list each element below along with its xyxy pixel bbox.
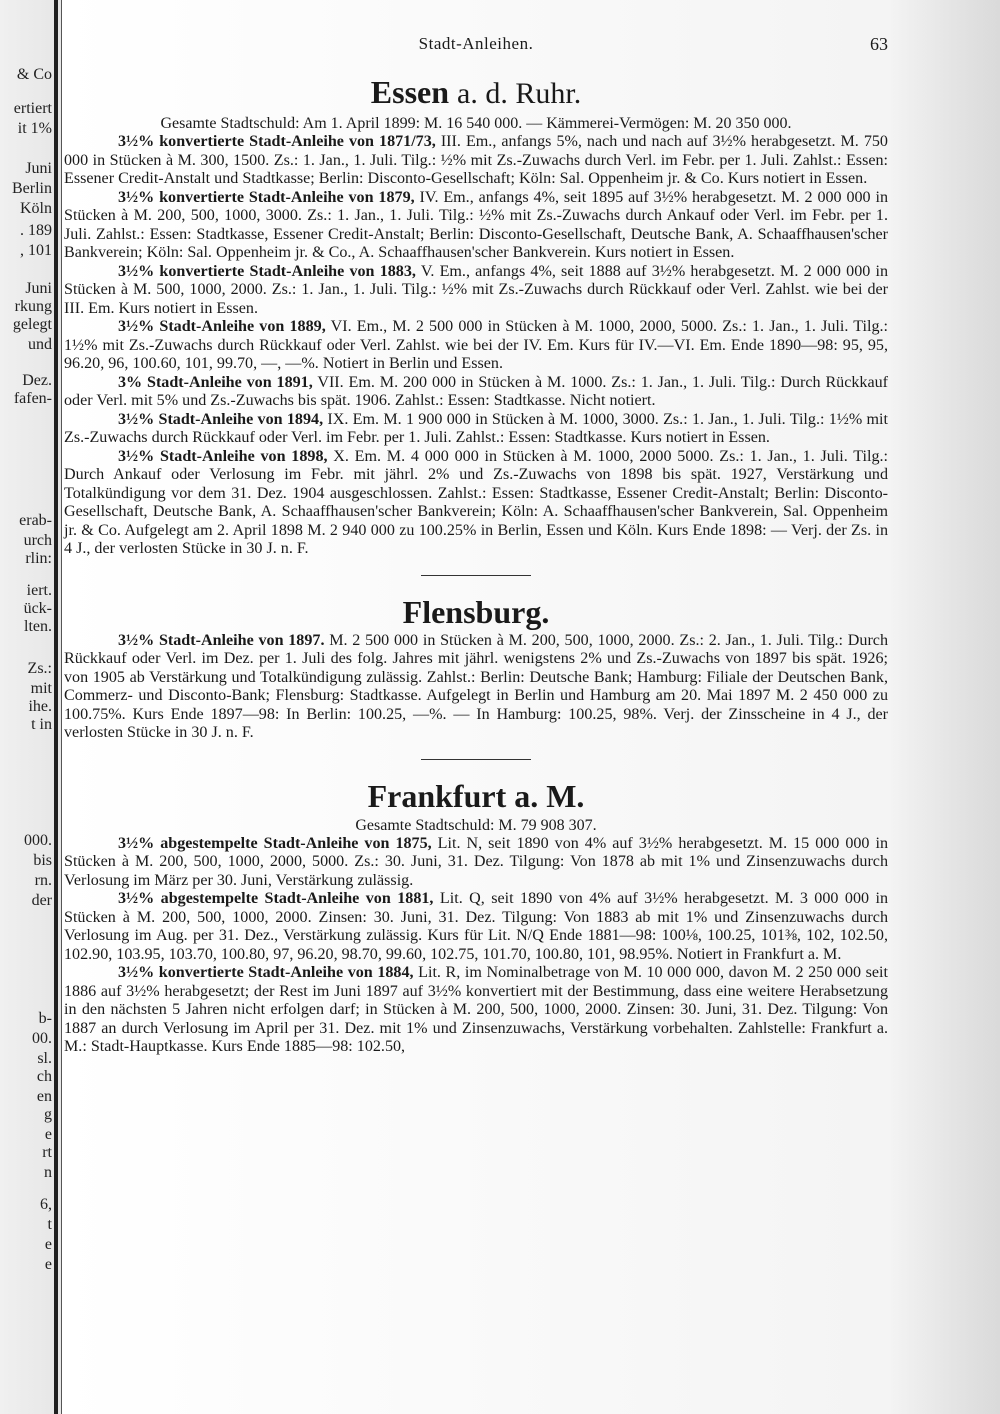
bond-description: V. Em., anfangs 4%, seit 1888 auf 3½% herabgesetzt. M. 2 000 000 in Stücken à M. 500, 1000, 2000. Zs.: 1. Jan., 1. Juli. Tilg.: ½% mit Zs.-Zuwachs durch Rückkauf oder Verl. Zahlst. wie bei der III. Em. Kurs notiert in Essen. bbox=[64, 262, 888, 317]
city-name: Essen bbox=[370, 74, 450, 110]
bond-heading: 3½% abgestempelte Stadt-Anleihe von 1875, bbox=[118, 834, 432, 852]
margin-fragment: mit bbox=[30, 680, 52, 697]
margin-fragment: erab- bbox=[19, 512, 52, 529]
margin-fragment: und bbox=[28, 336, 52, 353]
city-heading bbox=[64, 72, 888, 114]
margin-fragment: gelegt bbox=[12, 316, 52, 333]
margin-fragment: e bbox=[44, 1236, 52, 1253]
bond-entry bbox=[64, 318, 888, 374]
bond-entry bbox=[64, 632, 888, 743]
margin-fragment: t in bbox=[31, 716, 52, 733]
margin-fragment: Köln bbox=[20, 200, 52, 217]
margin-fragment: 6, bbox=[40, 1196, 52, 1213]
margin-fragment: sl. bbox=[37, 1050, 52, 1067]
margin-fragment: Dez. bbox=[22, 372, 52, 389]
margin-fragment: fafen- bbox=[13, 390, 52, 407]
bond-heading: 3½% abgestempelte Stadt-Anleihe von 1881, bbox=[118, 890, 434, 907]
margin-fragment: & Co bbox=[16, 66, 52, 83]
section-essen bbox=[64, 72, 888, 559]
bond-description: VI. Em., M. 2 500 000 in Stücken à M. 1000, 2000, 5000. Zs.: 1. Jan., 1. Juli. Tilg.: 1½% mit Zs.-Zuwachs durch Rückkauf oder Verl. Zahlst. wie bei der IV. Em. Kurs für IV.—VI. Em. Ende 1890—98: 95, 95, 96.20, 96, 100.60, 101, 99.70, —, —%. Notiert in Berlin und Essen. bbox=[64, 318, 888, 372]
bond-description: Lit. Q, seit 1890 von 4% auf 3½% herabgesetzt. M. 3 000 000 in Stücken à M. 200, 500, 1000, 2000. Zinsen: 30. Juni, 31. Dez. Tilgung: Von 1883 ab mit 1% und Zinsenzuwachs durch Verlosung im Aug. per 31. Dez., Verstärkung zulässig. Kurs für Lit. N/Q Ende 1881—98: 100⅛, 100.25, 101⅜, 102, 102.50, 102.90, 103.95, 103.70, 100.80, 97, 96.20, 98.70, 99.60, 102.75, 101.70, 100.80, 101, 98.95%. Notiert in Frankfurt a. M. bbox=[64, 890, 889, 963]
bond-heading: 3½% Stadt-Anleihe von 1897. bbox=[118, 631, 325, 649]
margin-fragment: iert. bbox=[26, 582, 52, 599]
bond-entry bbox=[64, 890, 888, 964]
page-number: 63 bbox=[870, 34, 888, 54]
margin-fragment: lten. bbox=[24, 618, 52, 635]
margin-fragment: bis bbox=[33, 852, 52, 869]
margin-fragment: urch bbox=[23, 532, 52, 549]
margin-fragment: rlin: bbox=[25, 550, 52, 567]
margin-fragment: , 101 bbox=[20, 242, 52, 259]
city-heading bbox=[64, 776, 888, 816]
margin-fragment: der bbox=[31, 892, 52, 909]
bond-description: IV. Em., anfangs 4%, seit 1895 auf 3½% herabgesetzt. M. 2 000 000 in Stücken à M. 200, 500, 1000, 3000. Zs.: 1. Jan., 1. Juli. Tilg.: ½% mit Zs.-Zuwachs durch Ankauf oder Verl. im Febr. per 1. Juli. Zahlst.: Essen: Stadtkasse, Essener Credit-Anstalt; Berlin: Disconto-Gesellschaft, Deutsche Bank, A. Schaaffhausen'scher Bankverein; Köln: Sal. Oppenheim jr. & Co., A. Schaaffhausen'scher Bankverein. Kurs notiert in Essen. bbox=[64, 188, 888, 261]
margin-fragment: rkung bbox=[14, 298, 52, 315]
total-debt-line: Gesamte Stadtschuld: Am 1. April 1899: M. 16 540 000. — Kämmerei-Vermögen: M. 20 350 000. bbox=[160, 115, 792, 132]
section-divider bbox=[421, 759, 531, 760]
city-name: Frankfurt a. M. bbox=[367, 777, 585, 814]
running-header bbox=[64, 26, 888, 62]
bond-heading: 3½% Stadt-Anleihe von 1889, bbox=[118, 318, 326, 335]
bond-description: Lit. R, im Nominalbetrage von M. 10 000 000, davon M. 2 250 000 seit 1886 auf 3½% herabgesetzt; der Rest im Juni 1897 auf 3½% konvertiert mit der Bestimmung, dass eine weitere Herabsetzung in den nächsten 5 Jahren nicht erfolgen darf; in Stücken à M. 200, 500, 1000, 2000. Zinsen: 30. Juni, 31. Dez. Tilgung: Von 1887 an durch Verlosung im April per 31. Dez. mit 1% und Zinsenzuwachs, Verstärkung vorbehalten. Zahlstelle: Frankfurt a. M.: Stadt-Hauptkasse. Kurs Ende 1885—98: 102.50, bbox=[64, 964, 888, 1055]
margin-fragment: ück- bbox=[23, 600, 52, 617]
bond-heading: 3½% Stadt-Anleihe von 1898, bbox=[118, 447, 328, 465]
bond-description: VII. Em. M. 200 000 in Stücken à M. 1000. Zs.: 1. Jan., 1. Juli. Tilg.: Durch Rückkauf oder Verl. mit 5% und Zs.-Zuwachs bis spät. 1906. Zahlst.: Essen: Stadtkasse. Nicht notiert. bbox=[64, 373, 889, 409]
bond-description: Lit. N, seit 1890 von 4% auf 3½% herabgesetzt. M. 15 000 000 in Stücken à M. 200, 500, 1000, 2000, 5000. Zs.: 30. Juni, 31. Dez. Tilgung: Von 1878 ab mit 1% und Zinsenzuwachs durch Verlosung im März per 30. Juni, Verstärkung zulässig. bbox=[64, 834, 888, 889]
bond-entry bbox=[64, 133, 888, 189]
bond-heading: 3½% konvertierte Stadt-Anleihe von 1871/73, bbox=[118, 133, 436, 150]
margin-fragment: t bbox=[47, 1216, 52, 1233]
margin-fragment: g bbox=[44, 1106, 52, 1123]
margin-fragment: b- bbox=[38, 1010, 52, 1027]
bond-description: X. Em. M. 4 000 000 in Stücken à M. 1000, 2000 5000. Zs.: 1. Jan., 1. Juli. Tilg.: Durch Ankauf oder Verlosung im Febr. mit jährl. 2% und Zs.-Zuwachs von 1898 bis spät. 1927, Verstärkung und Totalkündigung vor dem 31. Dez. 1904 ausgeschlossen. Zahlst.: Essen: Stadtkasse, Essener Credit-Anstalt; Berlin: Disconto-Gesellschaft, Deutsche Bank, A. Schaaffhausen'scher Bankverein; Köln: A. Schaaffhausen'scher Bankverein, Sal. Oppenheim jr. & Co. Aufgelegt am 2. April 1898 M. 2 940 000 zu 100.25% in Berlin, Essen und Köln. Kurs Ende 1898: — Verj. der Zs. in 4 J., der verlosten Stücke in 30 J. n. F. bbox=[64, 447, 888, 557]
document-page bbox=[64, 26, 888, 1057]
section-frankfurt bbox=[64, 776, 888, 1057]
bond-description: III. Em., anfangs 5%, nach und nach auf 3½% herabgesetzt. M. 750 000 in Stücken à M. 300, 1500. Zs.: 1. Jan., 1. Juli. Tilg.: ½% mit Zs.-Zuwachs durch Verl. im Febr. per 1. Juli. Zahlst.: Essen: Essener Credit-Anstalt und Stadtkasse; Berlin: Disconto-Gesellschaft; Köln: Sal. Oppenheim jr. & Co. Kurs notiert in Essen. bbox=[64, 133, 888, 187]
city-name-suffix: a. d. Ruhr. bbox=[457, 77, 582, 110]
bond-entry bbox=[64, 189, 888, 263]
section-divider bbox=[421, 575, 531, 576]
binding-edge-line bbox=[61, 0, 62, 1414]
binding-edge-line bbox=[54, 0, 58, 1414]
bond-heading: 3½% konvertierte Stadt-Anleihe von 1883, bbox=[118, 262, 416, 280]
margin-fragment: Juni bbox=[25, 280, 52, 297]
bond-description: IX. Em. M. 1 900 000 in Stücken à M. 1000, 3000. Zs.: 1. Jan., 1. Juli. Tilg.: 1½% mit Zs.-Zuwachs durch Rückkauf oder Verl. im Febr. per 1. Juli. Zahlst.: Essen: Stadtkasse. Kurs notiert in Essen. bbox=[64, 410, 888, 446]
margin-fragment: . 189 bbox=[20, 222, 52, 239]
bond-description: M. 2 500 000 in Stücken à M. 200, 500, 1000, 2000. Zs.: 2. Jan., 1. Juli. Tilg.: Durch Rückkauf oder Verl. im Dez. per 1. Juli des folg. Jahres mit jährl. wenigstens 2% und Zs.-Zuwachs von 1897 bis spät. 1926; von 1905 ab Verstärkung und Totalkündigung zulässig. Zahlst.: Berlin: Deutsche Bank; Hamburg: Filiale der Deutschen Bank, Commerz- und Disconto-Bank; Flensburg: Stadtkasse. Aufgelegt in Berlin und Hamburg am 20. Mai 1897 M. 2 450 000 zu 100.75%. Kurs Ende 1897—98: In Berlin: 100.25, —%. — In Hamburg: 100.25, 98%. Verj. der Zinsscheine in 4 J., der verlosten Stücke in 30 J. n. F. bbox=[64, 631, 888, 741]
margin-fragment: ch bbox=[36, 1068, 52, 1085]
margin-fragment: rt bbox=[42, 1144, 52, 1161]
section-flensburg bbox=[64, 592, 888, 743]
margin-fragment: 00. bbox=[32, 1030, 52, 1047]
bond-heading: 3% Stadt-Anleihe von 1891, bbox=[118, 373, 313, 391]
bond-heading: 3½% Stadt-Anleihe von 1894, bbox=[118, 410, 324, 428]
margin-fragment: rn. bbox=[34, 872, 52, 889]
margin-fragment: 000. bbox=[24, 832, 52, 849]
margin-fragment: en bbox=[36, 1088, 52, 1105]
total-debt-line: Gesamte Stadtschuld: M. 79 908 307. bbox=[355, 816, 597, 834]
bond-entry bbox=[64, 835, 888, 891]
bond-entry bbox=[64, 411, 888, 448]
city-heading bbox=[64, 592, 888, 632]
margin-fragment: Juni bbox=[25, 160, 52, 177]
page-edge-shadow bbox=[890, 0, 1000, 1414]
margin-fragment: Berlin bbox=[12, 180, 52, 197]
bond-entry bbox=[64, 964, 888, 1057]
margin-fragment: ertiert bbox=[13, 100, 52, 117]
bond-heading: 3½% konvertierte Stadt-Anleihe von 1879, bbox=[118, 188, 415, 206]
margin-fragment: e bbox=[44, 1256, 52, 1273]
adjacent-page-margin bbox=[0, 0, 62, 1414]
margin-fragment: it 1% bbox=[17, 120, 52, 137]
margin-fragment: ihe. bbox=[28, 698, 52, 715]
margin-fragment: n bbox=[44, 1164, 52, 1181]
margin-fragment: e bbox=[44, 1126, 52, 1143]
city-name: Flensburg. bbox=[402, 593, 550, 630]
margin-fragment: Zs.: bbox=[27, 660, 52, 677]
bond-heading: 3½% konvertierte Stadt-Anleihe von 1884, bbox=[118, 964, 414, 981]
running-title: Stadt-Anleihen. bbox=[418, 34, 534, 53]
bond-entry bbox=[64, 448, 888, 559]
bond-entry bbox=[64, 374, 888, 411]
bond-entry bbox=[64, 263, 888, 319]
